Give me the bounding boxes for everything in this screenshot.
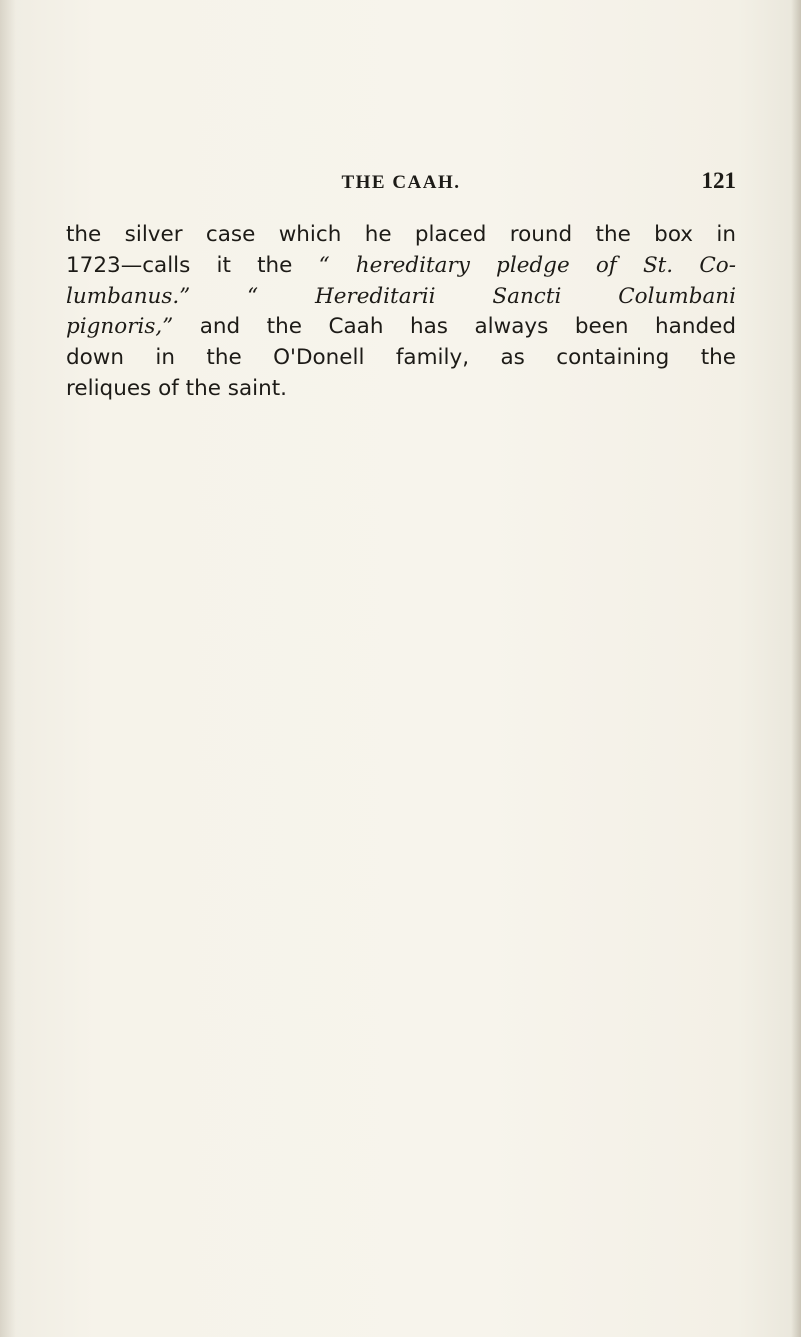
text-line-3-italic-a: lumbanus.” xyxy=(66,283,191,309)
text-line-3 xyxy=(66,282,736,313)
text-line-4-italic: pignoris,” xyxy=(66,314,174,340)
text-line-4 xyxy=(66,312,736,343)
running-title: THE CAAH. xyxy=(341,172,461,193)
text-line-5: down in the O'Donell family, as containing the xyxy=(66,345,736,371)
gutter-shadow xyxy=(0,0,16,1337)
page-number: 121 xyxy=(701,168,736,193)
text-line-6: reliques of the saint. xyxy=(66,375,287,401)
text-line-3-italic-b: “ Hereditarii Sancti Columbani xyxy=(247,283,737,309)
page-edge-shadow xyxy=(791,0,801,1337)
text-line-4-roman: and the Caah has always been handed xyxy=(173,314,736,340)
text-line-1: the silver case which he placed round the box in xyxy=(66,222,736,247)
body-paragraph xyxy=(66,220,736,405)
text-line-2-italic: “ hereditary pledge of St. Co- xyxy=(318,252,736,278)
text-line-2 xyxy=(66,251,736,282)
running-head xyxy=(66,168,736,194)
text-line-2-roman: 1723—calls it the xyxy=(66,252,319,278)
